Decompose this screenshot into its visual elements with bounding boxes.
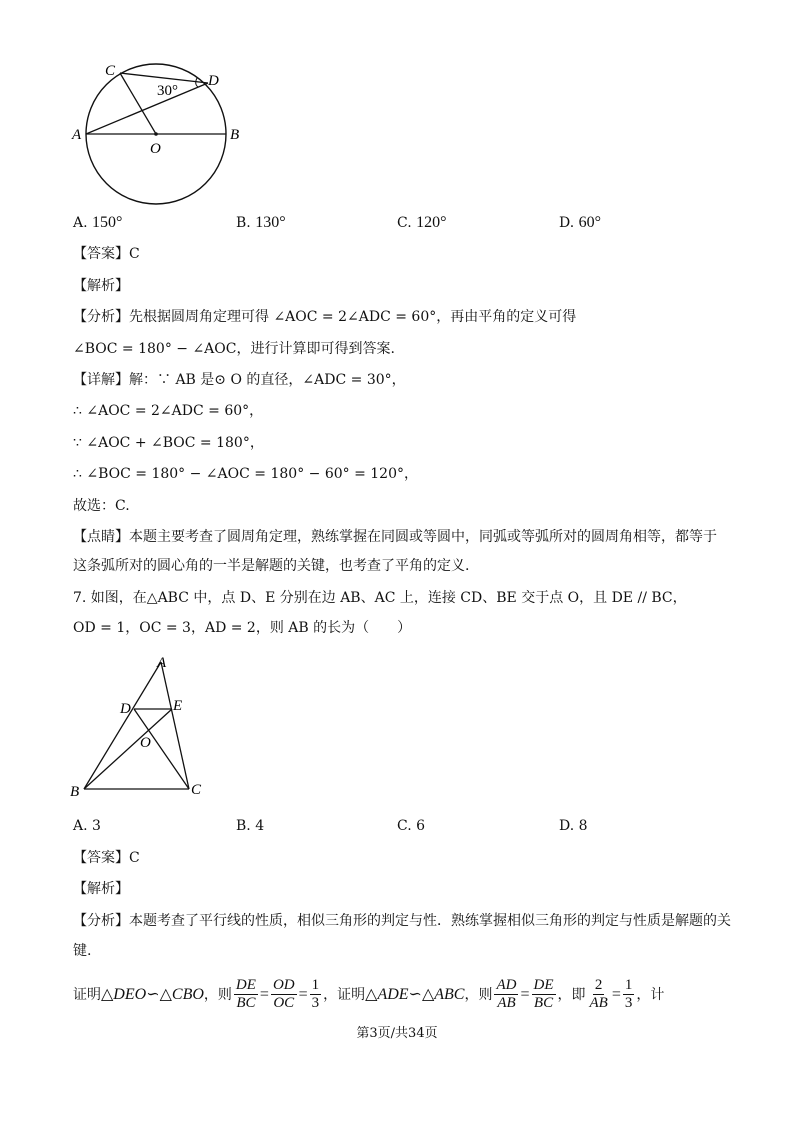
label-o: O (150, 141, 161, 157)
q6-option-a: A. 150° (73, 214, 123, 231)
q6-choose: 故选：C. (73, 498, 130, 514)
label-c: C (191, 782, 202, 798)
proof-text-5: ，即 (557, 986, 586, 1003)
proof-similar-1: △DEO∽△CBO (101, 985, 204, 1003)
label-o: O (140, 735, 151, 751)
q6-fenxi-line1: 【分析】先根据圆周角定理可得 ∠AOC = 2∠ADC = 60°，再由平角的定义可得 (73, 309, 577, 325)
label-c: C (105, 63, 116, 79)
proof-text-2: ，则 (203, 986, 232, 1003)
q7-option-d: D. 8 (559, 818, 588, 834)
q6-dianjing-line1: 【点睛】本题主要考查了圆周角定理，熟练掌握在同圆或等圆中，同弧或等弧所对的圆周角相等，都等于 (73, 529, 717, 545)
label-d: D (208, 73, 219, 89)
q6-option-d: D. 60° (559, 214, 602, 231)
proof-text-1: 证明 (73, 986, 101, 1003)
side-ac (161, 662, 189, 789)
chord-ad (86, 83, 208, 134)
segment-be (84, 709, 172, 789)
fraction-od-oc: $\frac{OD}{OC}$ (272, 977, 295, 1011)
q7-triangle-figure (65, 650, 215, 800)
fraction-ad-ab: $\frac{AD}{AB}$ (496, 977, 517, 1011)
label-b: B (70, 784, 80, 800)
side-ab (84, 662, 161, 789)
label-d: D (120, 701, 131, 717)
q6-analysis-title: 【解析】 (73, 278, 129, 294)
proof-text-3: ，证明 (323, 986, 366, 1003)
proof-text-6: ，计 (636, 986, 665, 1003)
q6-option-c: C. 120° (397, 214, 447, 231)
q7-fenxi-line2: 键. (73, 943, 92, 959)
center-point (154, 132, 158, 136)
q6-dianjing-line2: 这条弧所对的圆心角的一半是解题的关键，也考查了平角的定义. (73, 558, 470, 574)
q7-proof-line: 证明 △DEO∽△CBO ，则 $\frac{DE}{BC}$ = $\frac{OD}{OC}$ = $\frac{1}{3}$ ，证明 △ADE∽△ABC ，则 $\frac{AD}{AB}$ = $\frac{DE}{BC}$ ，即 $\frac{2}{AB}$ = $\frac{1}{3}$ ，计 (73, 977, 665, 1011)
q6-xiangjie-line: 【详解】解：∵ AB 是⊙ O 的直径，∠ADC = 30°， (73, 372, 406, 388)
label-e: E (173, 698, 183, 714)
q6-fenxi-line2: ∠BOC = 180° − ∠AOC，进行计算即可得到答案. (73, 341, 395, 357)
label-b: B (230, 127, 240, 143)
label-a: A (72, 127, 82, 143)
q6-step1: ∴ ∠AOC = 2∠ADC = 60°， (73, 403, 264, 419)
label-a: A (157, 655, 167, 671)
q7-option-c: C. 6 (397, 818, 426, 834)
q7-option-b: B. 4 (236, 818, 265, 834)
q6-circle-figure (60, 55, 260, 215)
label-angle-30: 30° (157, 83, 178, 99)
angle-arc (196, 78, 198, 87)
q7-option-a: A. 3 (73, 818, 101, 834)
q6-option-b: B. 130° (236, 214, 286, 231)
q7-stem-line1: 7. 如图，在△ABC 中，点 D、E 分别在边 AB、AC 上，连接 CD、BE 交于点 O，且 DE // BC， (73, 590, 687, 606)
q7-analysis-title: 【解析】 (73, 881, 129, 897)
q7-stem-line2: OD = 1，OC = 3，AD = 2，则 AB 的长为（ ） (73, 620, 412, 636)
chord-cd (120, 73, 208, 83)
q6-step3: ∴ ∠BOC = 180° − ∠AOC = 180° − 60° = 120°， (73, 466, 418, 482)
page-footer: 第3页/共34页 (356, 1026, 438, 1041)
q7-fenxi-line1: 【分析】本题考查了平行线的性质，相似三角形的判定与性．熟练掌握相似三角形的判定与性质是解题的关 (73, 913, 731, 929)
proof-text-4: ，则 (464, 986, 493, 1003)
radius-oc (120, 73, 156, 134)
fraction-1-3: $\frac{1}{3}$ (311, 977, 320, 1011)
proof-similar-2: △ADE∽△ABC (365, 985, 465, 1003)
fraction-de-bc-2: $\frac{DE}{BC}$ (533, 977, 554, 1011)
q6-answer: 【答案】C (73, 246, 140, 262)
fraction-de-bc: $\frac{DE}{BC}$ (235, 977, 256, 1011)
fraction-1-3-2: $\frac{1}{3}$ (624, 977, 633, 1011)
q7-answer: 【答案】C (73, 850, 140, 866)
fraction-2-ab: $\frac{2}{AB}$ (589, 977, 608, 1011)
q6-step2: ∵ ∠AOC + ∠BOC = 180°， (73, 435, 264, 451)
